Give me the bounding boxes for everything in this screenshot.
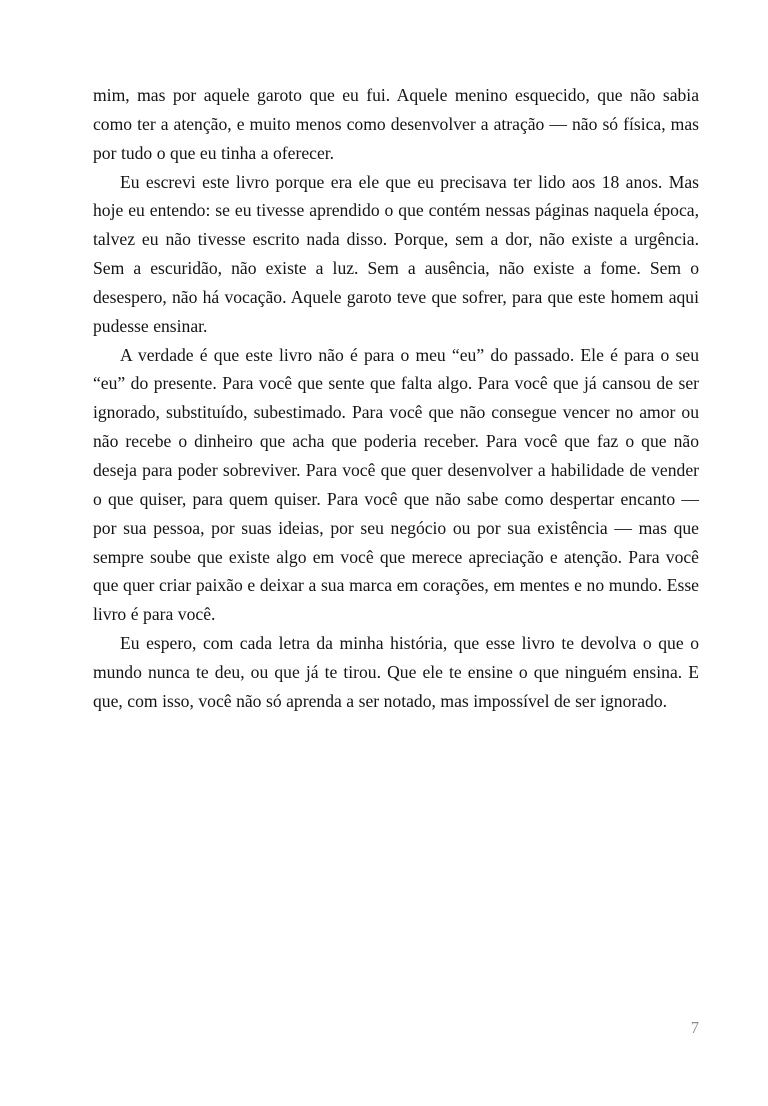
paragraph-4: Eu espero, com cada letra da minha história, que esse livro te devolva o que o mundo nunca te deu, ou que já te tirou. Que ele te ensine o que ninguém ensina. E que, com isso, você não só aprenda a ser notado, mas impossível de ser ignorado. bbox=[93, 633, 699, 711]
paragraph-3: A verdade é que este livro não é para o meu “eu” do passado. Ele é para o seu “eu” do presente. Para você que sente que falta algo. Para você que já cansou de ser ignorado, substituído, subestimado. Para você que não consegue vencer no amor ou não recebe o dinheiro que acha que poderia receber. Para você que faz o que não deseja para poder sobreviver. Para você que quer desenvolver a habilidade de vender o que quiser, para quem quiser. Para você que não sabe como despertar encanto — por sua pessoa, por suas ideias, por seu negócio ou por sua existência — mas que sempre soube que existe algo em você que merece apreciação e atenção. Para você que quer criar paixão e deixar a sua marca em corações, em mentes e no mundo. Esse livro é para você. bbox=[93, 344, 699, 625]
body-text-block bbox=[93, 81, 699, 716]
paragraph-1: mim, mas por aquele garoto que eu fui. Aquele menino esquecido, que não sabia como ter a atenção, e muito menos como desenvolver a atração — não só física, mas por tudo o que eu tinha a oferecer. bbox=[93, 85, 699, 163]
page-number: 7 bbox=[690, 1018, 699, 1037]
paragraph-2: Eu escrevi este livro porque era ele que eu precisava ter lido aos 18 anos. Mas hoje eu entendo: se eu tivesse aprendido o que contém nessas páginas naquela época, talvez eu não tivesse escrito nada disso. Porque, sem a dor, não existe a urgência. Sem a escuridão, não existe a luz. Sem a ausência, não existe a fome. Sem o desespero, não há vocação. Aquele garoto teve que sofrer, para que este homem aqui pudesse ensinar. bbox=[93, 171, 699, 336]
